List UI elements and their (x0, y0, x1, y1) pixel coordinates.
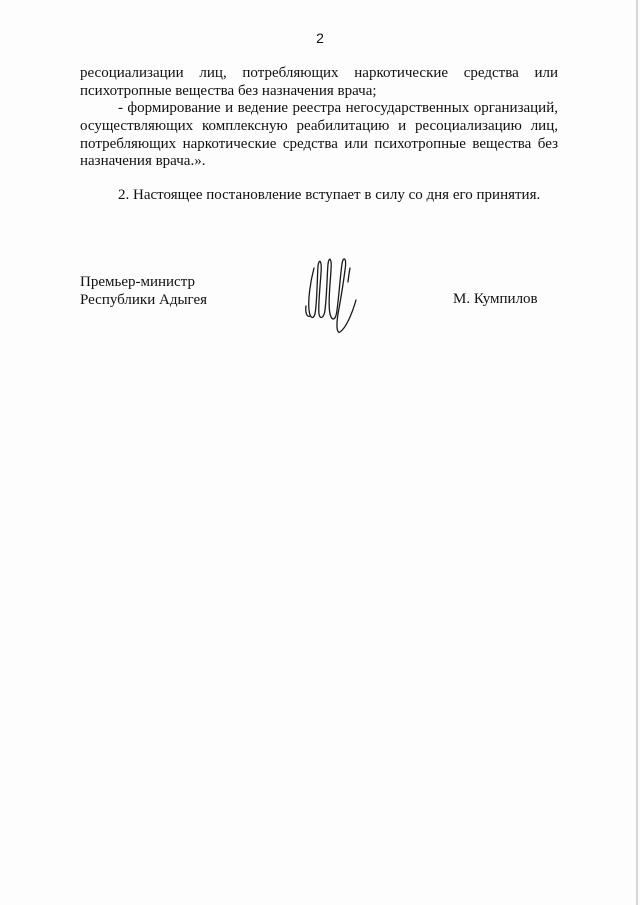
paragraph-2-line-1: - формирование и ведение реестра негосударственных организаций, (118, 100, 558, 116)
page-edge-shadow (636, 0, 638, 905)
paragraph-2-line-4: назначения врача.». (80, 153, 206, 169)
paragraph-1-line-2: психотропные вещества без назначения врача; (80, 83, 377, 99)
handwritten-signature (300, 248, 370, 343)
signatory-title-line-2: Республики Адыгея (80, 292, 208, 308)
page-number: 2 (316, 30, 324, 46)
signature-stroke-2 (330, 259, 356, 332)
paragraph-1-line-1: ресоциализации лиц, потребляющих наркотические средства или (80, 65, 558, 81)
signature-stroke-4 (348, 268, 350, 282)
paragraph-3: 2. Настоящее постановление вступает в силу со дня его принятия. (118, 187, 541, 203)
paragraph-2-line-3: потребляющих наркотические средства или психотропные вещества без (80, 136, 558, 152)
paragraph-2-line-2: осуществляющих комплексную реабилитацию и ресоциализацию лиц, (80, 118, 558, 134)
signatory-name: М. Кумпилов (453, 291, 538, 307)
signatory-title-line-1: Премьер-министр (80, 274, 195, 290)
signature-stroke-1 (309, 259, 331, 317)
